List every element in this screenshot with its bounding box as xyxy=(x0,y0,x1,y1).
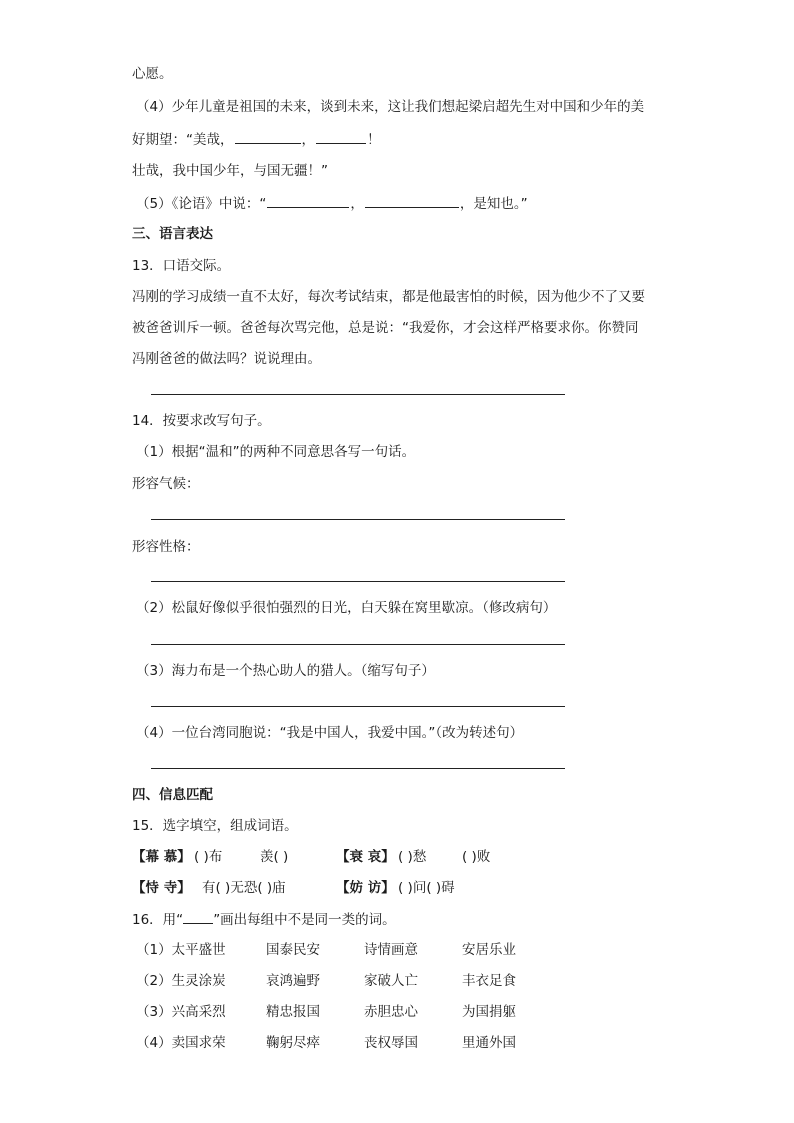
q16-row1-word4[interactable]: 安居乐业 xyxy=(462,942,516,958)
q15-group1: 【幕 慕】 xyxy=(132,849,191,865)
q15-group4-blanks[interactable]: ( )问( )碍 xyxy=(398,880,455,896)
q15-title: 15．选字填空，组成词语。 xyxy=(132,818,298,834)
underline-sample xyxy=(183,909,213,924)
q14-climate-answer-line[interactable] xyxy=(151,519,565,520)
q16-title-suffix: ”画出每组中不是同一类的词。 xyxy=(213,912,396,928)
q16-title xyxy=(132,909,396,930)
q16-row2-word4[interactable]: 丰衣足食 xyxy=(462,973,516,989)
q12-5-end: ，是知也。” xyxy=(459,196,528,212)
q14-part3: （3）海力布是一个热心助人的猎人。（缩写句子） xyxy=(136,663,435,679)
q15-group3-blanks[interactable]: 有( )无恐( )庙 xyxy=(202,880,286,896)
q12-5-sep: ， xyxy=(350,196,364,212)
q16-row1-word3[interactable]: 诗情画意 xyxy=(364,942,418,958)
q12-4-line2 xyxy=(132,129,381,150)
q16-row4-word1[interactable]: （4）卖国求荣 xyxy=(136,1035,226,1051)
q14-part1: （1）根据“温和”的两种不同意思各写一句话。 xyxy=(136,444,416,460)
blank-1[interactable] xyxy=(235,129,301,144)
q15-group4: 【妨 访】 xyxy=(336,880,395,896)
q16-row4-word3[interactable]: 丧权辱国 xyxy=(364,1035,418,1051)
q12-5-line xyxy=(136,193,528,214)
q12-5-prefix: （5）《论语》中说：“ xyxy=(136,196,267,212)
q16-title-prefix: 16．用“ xyxy=(132,912,184,928)
q14-part4-answer-line[interactable] xyxy=(151,768,565,769)
q16-row1-word1[interactable]: （1）太平盛世 xyxy=(136,942,226,958)
blank-2[interactable] xyxy=(316,129,366,144)
q16-row1-word2[interactable]: 国泰民安 xyxy=(266,942,320,958)
q13-line1: 冯刚的学习成绩一直不太好，每次考试结束，都是他最害怕的时候，因为他少不了又要 xyxy=(132,289,645,305)
q14-part3-answer-line[interactable] xyxy=(151,706,565,707)
q16-row3-word3[interactable]: 赤胆忠心 xyxy=(364,1004,418,1020)
q13-line3: 冯刚爸爸的做法吗？说说理由。 xyxy=(132,351,321,367)
q15-group2-blank-b[interactable]: ( )败 xyxy=(462,849,491,865)
q13-answer-line[interactable] xyxy=(151,394,565,395)
q16-row2-word1[interactable]: （2）生灵涂炭 xyxy=(136,973,226,989)
q16-row2-word2[interactable]: 哀鸿遍野 xyxy=(266,973,320,989)
q12-4-line1: （4）少年儿童是祖国的未来，谈到未来，这让我们想起梁启超先生对中国和少年的美 xyxy=(136,99,645,115)
q15-group3: 【恃 寺】 xyxy=(132,880,191,896)
q15-group1-blank-b[interactable]: 羡( ) xyxy=(260,849,289,865)
q15-group1-blank-a[interactable]: ( )布 xyxy=(194,849,223,865)
q14-title: 14．按要求改写句子。 xyxy=(132,413,271,429)
q14-part2: （2）松鼠好像似乎很怕强烈的日光，白天躲在窝里歇凉。（修改病句） xyxy=(136,600,557,616)
q12-4-prefix: 好期望：“美哉， xyxy=(132,132,234,148)
section-4-heading: 四、信息匹配 xyxy=(132,787,213,803)
q15-group2-blank-a[interactable]: ( )愁 xyxy=(398,849,427,865)
q12-4-sep: ， xyxy=(301,132,315,148)
q16-row4-word4[interactable]: 里通外国 xyxy=(462,1035,516,1051)
q16-row3-word4[interactable]: 为国捐躯 xyxy=(462,1004,516,1020)
q12-4-end: ！ xyxy=(367,132,381,148)
q14-character-label: 形容性格： xyxy=(132,539,200,555)
blank-3[interactable] xyxy=(267,193,349,208)
blank-4[interactable] xyxy=(365,193,459,208)
section-3-heading: 三、语言表达 xyxy=(132,226,213,242)
q13-title: 13．口语交际。 xyxy=(132,258,231,274)
q12-tail: 心愿。 xyxy=(132,66,173,82)
q16-row3-word1[interactable]: （3）兴高采烈 xyxy=(136,1004,226,1020)
q16-row2-word3[interactable]: 家破人亡 xyxy=(364,973,418,989)
q13-line2: 被爸爸训斥一顿。爸爸每次骂完他，总是说：“我爱你，才会这样严格要求你。你赞同 xyxy=(132,320,639,336)
q12-4-line3: 壮哉，我中国少年，与国无疆！” xyxy=(132,163,328,179)
q14-climate-label: 形容气候： xyxy=(132,476,200,492)
q16-row3-word2[interactable]: 精忠报国 xyxy=(266,1004,320,1020)
q15-group2: 【衰 哀】 xyxy=(336,849,395,865)
q14-part4: （4）一位台湾同胞说：“我是中国人，我爱中国。”（改为转述句） xyxy=(136,725,524,741)
q14-character-answer-line[interactable] xyxy=(151,581,565,582)
q16-row4-word2[interactable]: 鞠躬尽瘁 xyxy=(266,1035,320,1051)
q14-part2-answer-line[interactable] xyxy=(151,644,565,645)
